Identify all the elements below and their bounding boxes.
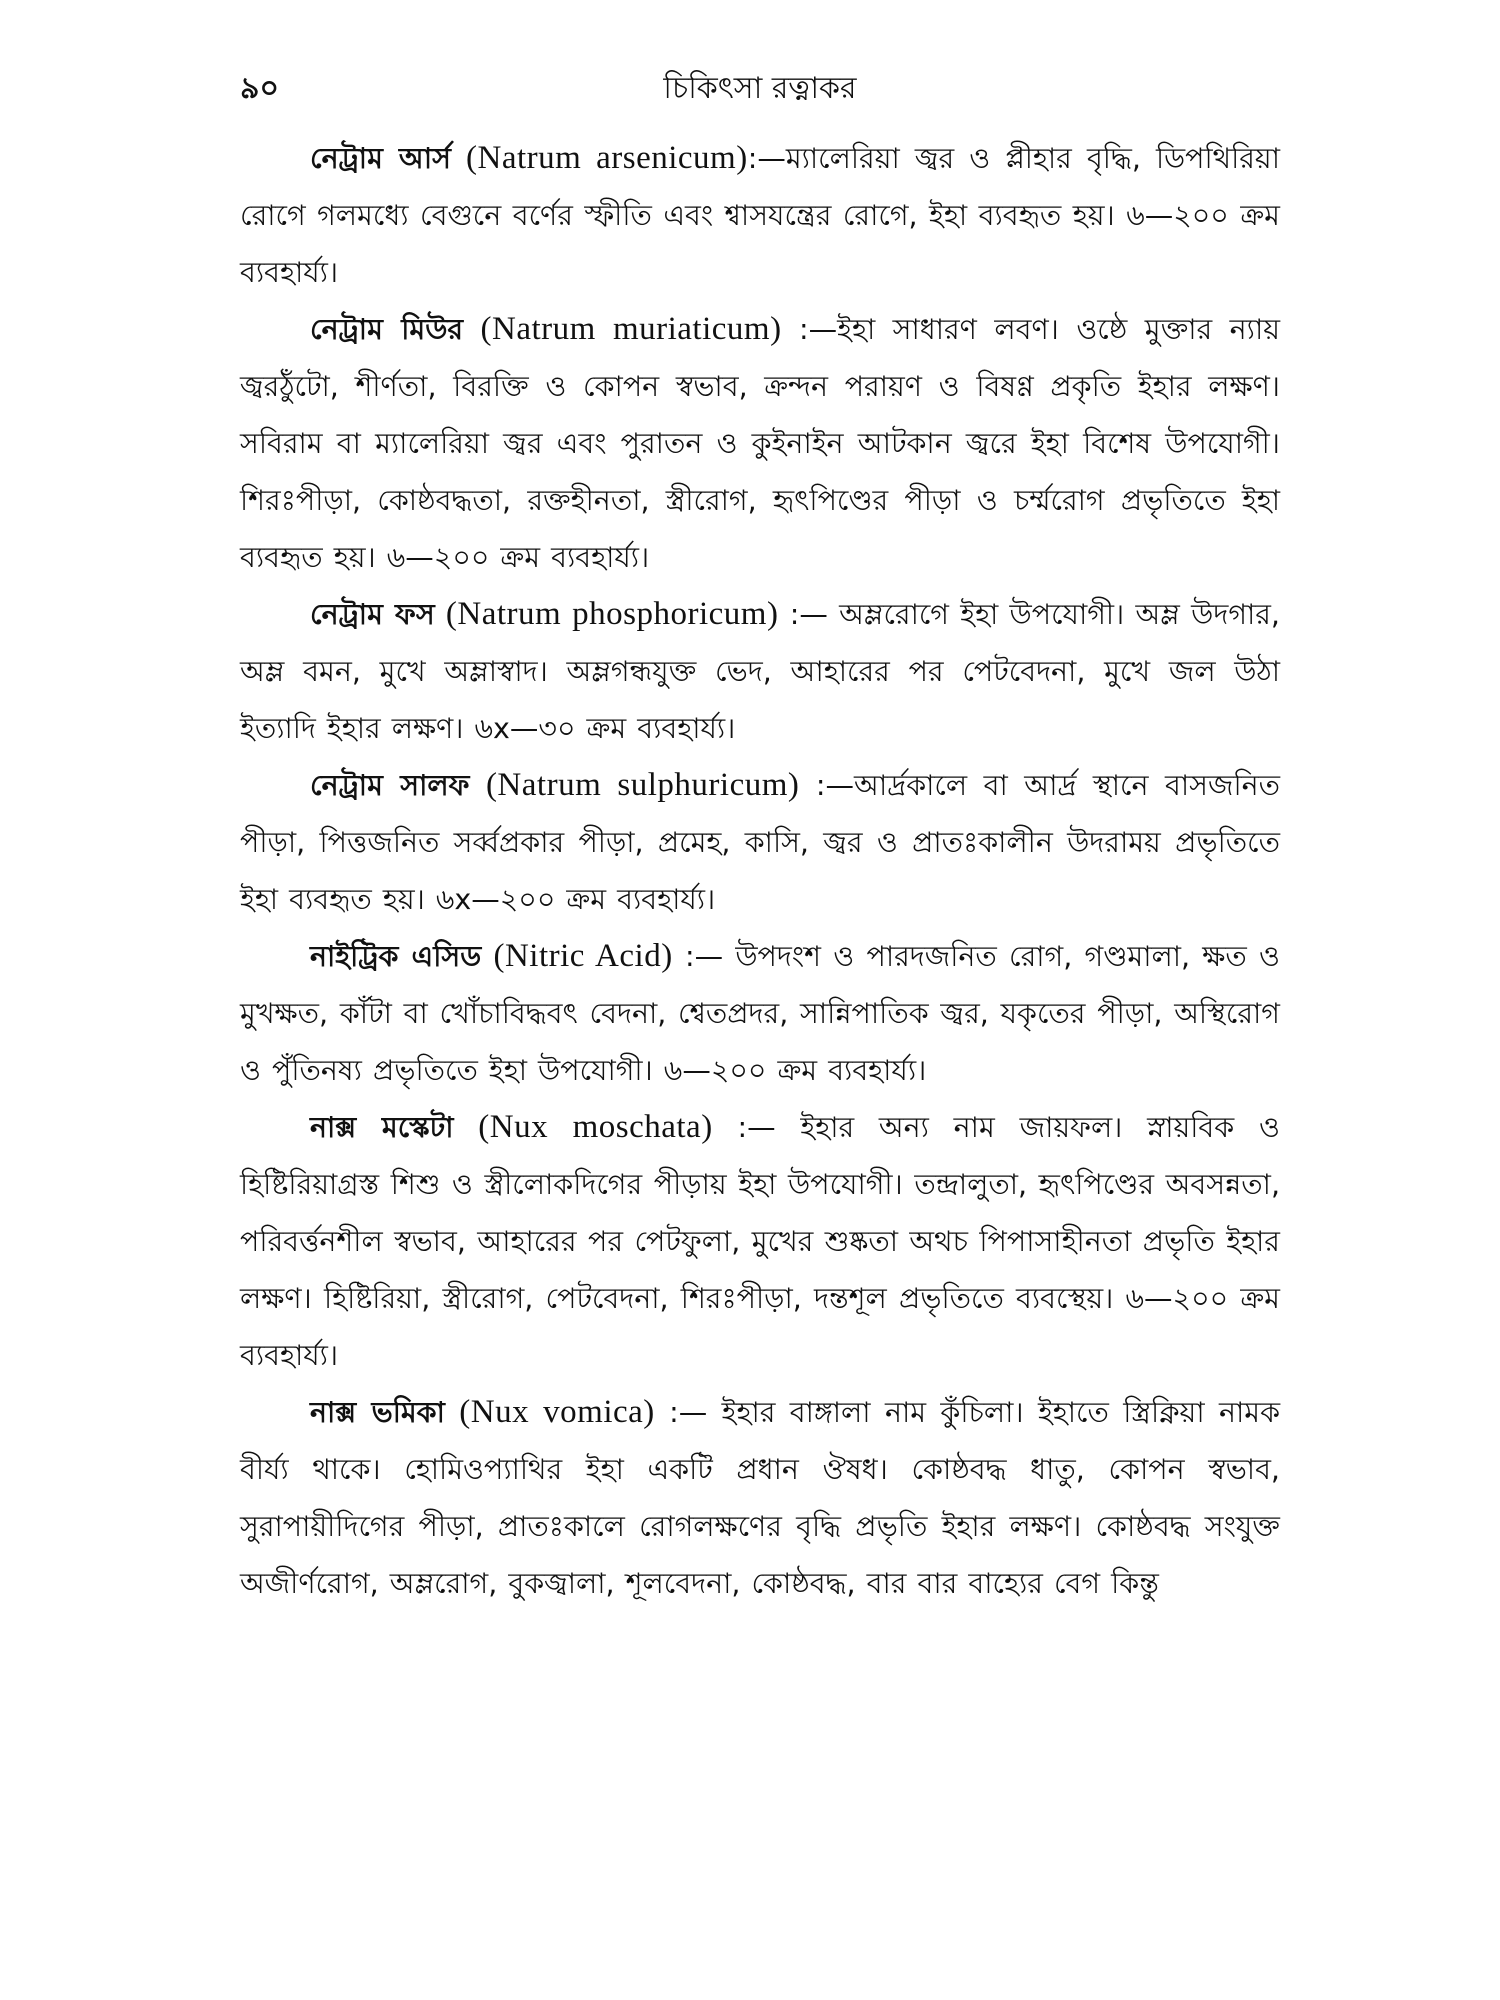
running-head-title: চিকিৎসা রত্নাকর [663,71,857,106]
entry-text: :—ম্যালেরিয়া জ্বর ও প্লীহার বৃদ্ধি, ডিপথিরিয়া রোগে গলমধ্যে বেগুনে বর্ণের স্ফীতি এবং শ্বাসযন্ত্রের রোগে, ইহা ব্যবহৃত হয়। ৬—২০০ ক্রম ব্যবহার্য্য। [240,142,1280,289]
page-header [240,60,1280,116]
entry-term: নাক্স ভমিকা [310,1396,445,1429]
page-number: ৯০ [240,71,279,106]
entry-text: :—আর্দ্রকালে বা আর্দ্র স্থানে বাসজনিত পীড়া, পিত্তজনিত সর্ব্বপ্রকার পীড়া, প্রমেহ, কাসি, জ্বর ও প্রাতঃকালীন উদরাময় প্রভৃতিতে ইহা ব্যবহৃত হয়। ৬x—২০০ ক্রম ব্যবহার্য্য। [240,769,1281,916]
entry-natrum-arsenicum [240,130,1280,301]
entry-latin-name: (Natrum phosphoricum) [445,596,779,632]
entry-term: নেট্রাম সালফ [310,769,470,802]
entry-text: :— উপদংশ ও পারদজনিত রোগ, গণ্ডমালা, ক্ষত ও মুখক্ষত, কাঁটা বা খোঁচাবিদ্ধবৎ বেদনা, শ্বেতপ্রদর, সান্নিপাতিক জ্বর, যকৃতের পীড়া, অস্থিরোগ ও পুঁতিনষ্য প্রভৃতিতে ইহা উপযোগী। ৬—২০০ ক্রম ব্যবহার্য্য। [240,940,1281,1087]
entry-latin-name: (Nux vomica) [459,1394,655,1430]
entry-latin-name: (Nitric Acid) [493,938,673,974]
entry-text: :—ইহা সাধারণ লবণ। ওষ্ঠে মুক্তার ন্যায় জ্বরঠুঁটো, শীর্ণতা, বিরক্তি ও কোপন স্বভাব, ক্রন্দন পরায়ণ ও বিষণ্ণ প্রকৃতি ইহার লক্ষণ। সবিরাম বা ম্যালেরিয়া জ্বর এবং পুরাতন ও কুইনাইন আটকান জ্বরে ইহা বিশেষ উপযোগী। শিরঃপীড়া, কোষ্ঠবদ্ধতা, রক্তহীনতা, স্ত্রীরোগ, হৃৎপিণ্ডের পীড়া ও চর্ম্মরোগ প্রভৃতিতে ইহা ব্যবহৃত হয়। ৬—২০০ ক্রম ব্যবহার্য্য। [240,313,1280,574]
entry-latin-name: (Natrum muriaticum) [480,311,782,347]
entry-term: নাক্স মস্কেটা [310,1111,454,1144]
entry-nitric-acid [240,928,1280,1099]
entry-term: নেট্রাম ফস [310,598,435,631]
entry-latin-name: (Nux moschata) [478,1109,713,1145]
entry-term: নেট্রাম আর্স [310,142,451,175]
entry-natrum-sulphuricum [240,757,1280,928]
entry-term: নেট্রাম মিউর [310,313,464,346]
entry-latin-name: (Natrum arsenicum) [466,140,748,176]
entry-nux-moschata [240,1099,1280,1384]
entry-natrum-phosphoricum [240,586,1280,757]
entry-latin-name: (Natrum sulphuricum) [485,767,800,803]
entry-term: নাইট্রিক এসিড [310,940,482,973]
entry-text: :— ইহার অন্য নাম জায়ফল। স্নায়বিক ও হিষ্টিরিয়াগ্রস্ত শিশু ও স্ত্রীলোকদিগের পীড়ায় ইহা উপযোগী। তন্দ্রালুতা, হৃৎপিণ্ডের অবসন্নতা, পরিবর্ত্তনশীল স্বভাব, আহারের পর পেটফুলা, মুখের শুষ্কতা অথচ পিপাসাহীনতা প্রভৃতি ইহার লক্ষণ। হিষ্টিরিয়া, স্ত্রীরোগ, পেটবেদনা, শিরঃপীড়া, দন্তশূল প্রভৃতিতে ব্যবস্থেয়। ৬—২০০ ক্রম ব্যবহার্য্য। [240,1111,1280,1372]
entry-natrum-muriaticum [240,301,1280,586]
entry-text: :— ইহার বাঙ্গালা নাম কুঁচিলা। ইহাতে স্ত্রিক্নিয়া নামক বীর্য্য থাকে। হোমিওপ্যাথির ইহা একটি প্রধান ঔষধ। কোষ্ঠবদ্ধ ধাতু, কোপন স্বভাব, সুরাপায়ীদিগের পীড়া, প্রাতঃকালে রোগলক্ষণের বৃদ্ধি প্রভৃতি ইহার লক্ষণ। কোষ্ঠবদ্ধ সংযুক্ত অজীর্ণরোগ, অম্লরোগ, বুকজ্বালা, শূলবেদনা, কোষ্ঠবদ্ধ, বার বার বাহ্যের বেগ কিন্তু [240,1396,1281,1600]
book-page [240,60,1280,1940]
entry-nux-vomica [240,1384,1280,1612]
entry-text: :— অম্লরোগে ইহা উপযোগী। অম্ল উদগার, অম্ল বমন, মুখে অম্লাস্বাদ। অম্লগন্ধযুক্ত ভেদ, আহারের পর পেটবেদনা, মুখে জল উঠা ইত্যাদি ইহার লক্ষণ। ৬x—৩০ ক্রম ব্যবহার্য্য। [240,598,1280,745]
